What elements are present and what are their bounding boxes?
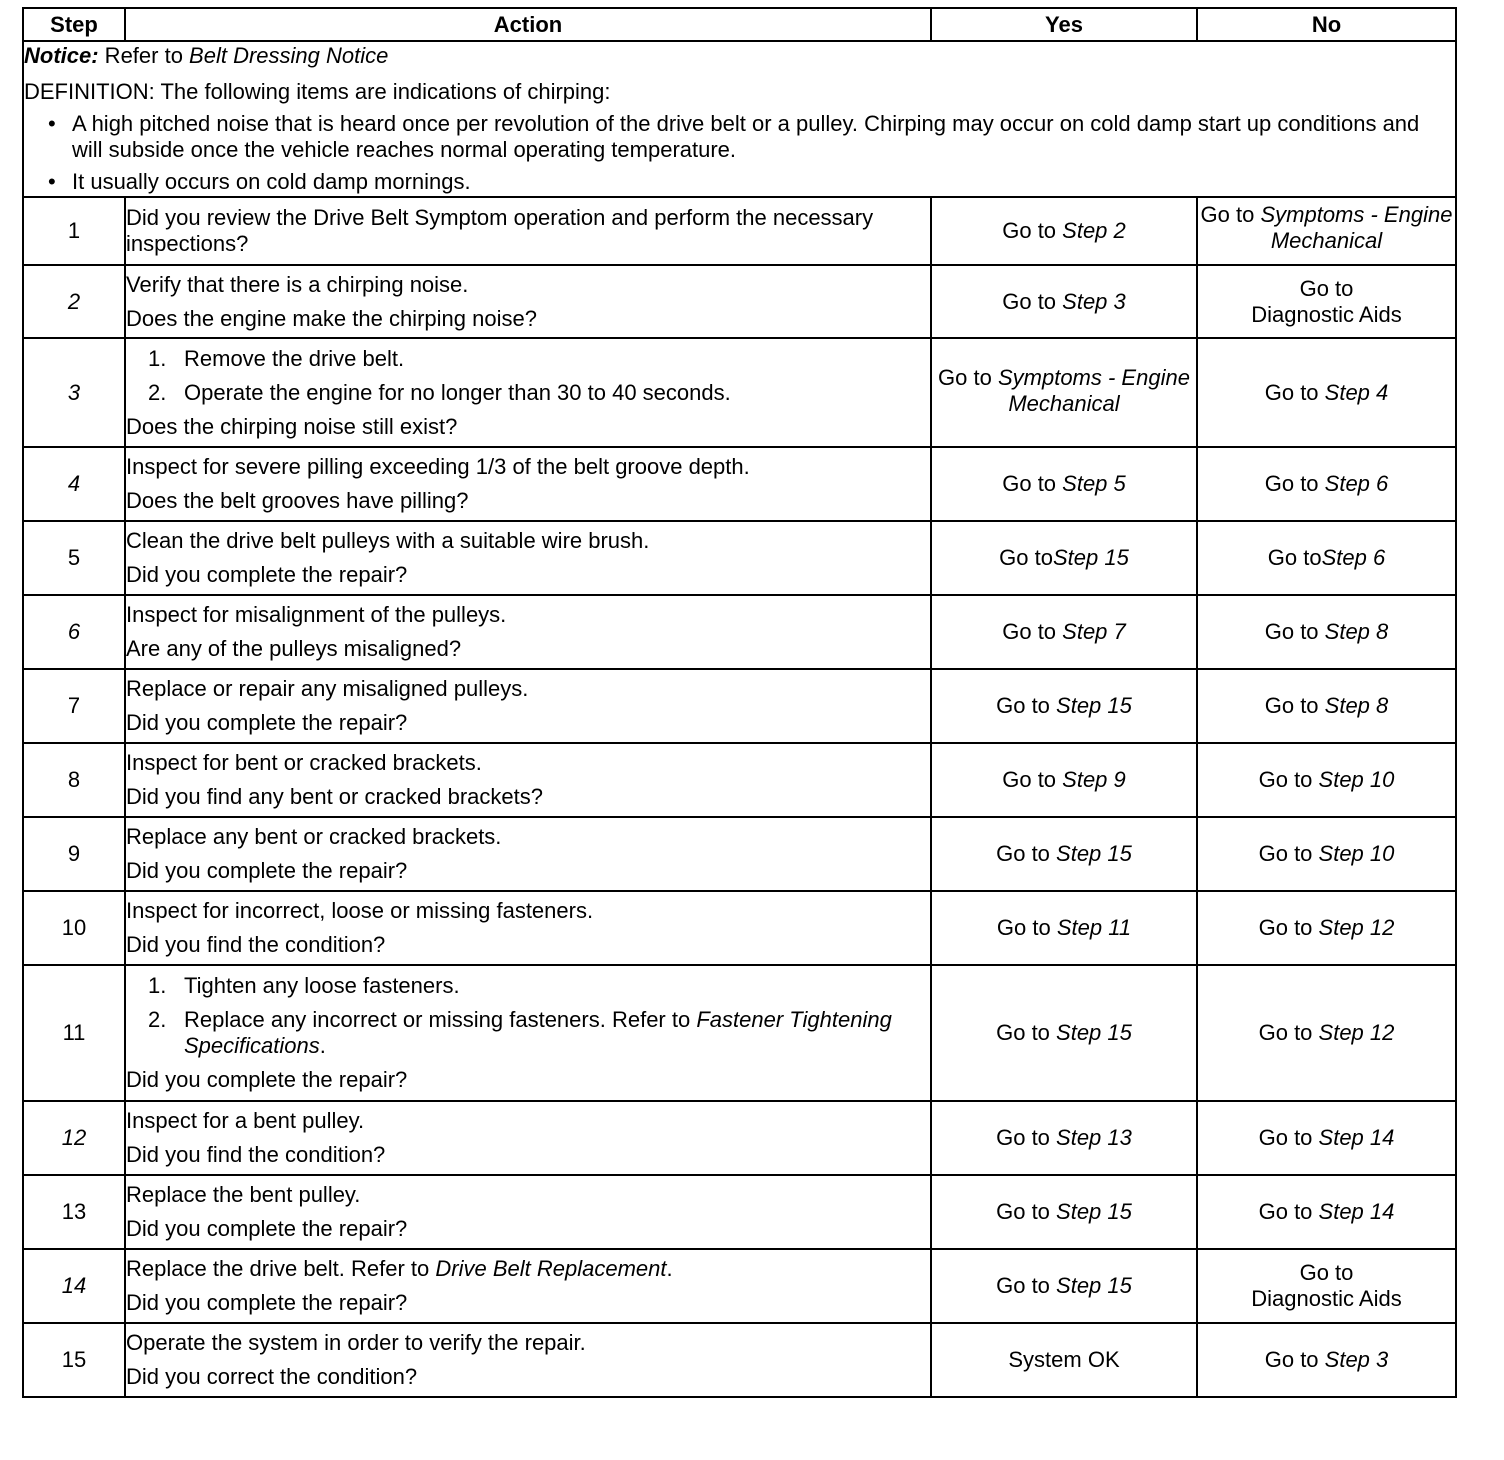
list-item — [126, 1007, 930, 1059]
action-list — [126, 346, 930, 406]
action-question: Does the chirping noise still exist? — [126, 413, 458, 439]
no-link[interactable]: Step 14 — [1318, 1199, 1395, 1224]
step-cell — [23, 669, 125, 743]
action-text-part: Replace the drive belt. Refer to — [126, 1256, 436, 1281]
step-number: 2 — [67, 288, 81, 314]
header-yes: Yes — [931, 8, 1197, 41]
yes-prefix: Go to — [1002, 471, 1063, 496]
yes-prefix: Go to — [996, 1199, 1057, 1224]
yes-prefix: Go to — [1002, 288, 1063, 314]
yes-prefix: Go to — [996, 915, 1057, 940]
step-cell — [23, 1175, 125, 1249]
yes-prefix: Go to — [996, 1125, 1057, 1150]
step-cell — [23, 817, 125, 891]
definition-item-text: A high pitched noise that is heard once per revolution of the drive belt or a pulley. Chirping may occur on cold damp start up conditions and will subside once the vehicle reaches normal operating temperature. — [72, 111, 1420, 162]
list-item — [126, 973, 930, 999]
step-number: 12 — [61, 1125, 87, 1150]
no-prefix: Go to — [1299, 1260, 1354, 1285]
action-cell — [125, 1175, 931, 1249]
definition-item — [24, 111, 1455, 163]
definition-list — [24, 111, 1455, 195]
yes-cell — [931, 1323, 1197, 1397]
step-number: 13 — [61, 1199, 87, 1224]
action-cell — [125, 669, 931, 743]
notice-text: Refer to — [98, 43, 190, 68]
no-prefix: Go to — [1264, 471, 1325, 496]
no-link[interactable]: Step 3 — [1324, 1347, 1389, 1372]
yes-prefix: Go to — [996, 693, 1057, 718]
yes-cell — [931, 1249, 1197, 1323]
header-row — [23, 8, 1456, 41]
fastener-spec-link[interactable]: Fastener Tightening Specifications — [184, 1007, 892, 1058]
no-link[interactable]: Symptoms - Engine Mechanical — [1260, 202, 1453, 253]
action-cell — [125, 338, 931, 447]
action-question: Did you complete the repair? — [126, 858, 408, 883]
no-link[interactable]: Step 8 — [1324, 693, 1389, 718]
yes-cell — [931, 743, 1197, 817]
yes-prefix: Go to — [996, 841, 1057, 866]
action-question: Did you complete the repair? — [126, 710, 408, 735]
no-cell — [1197, 965, 1456, 1101]
yes-link[interactable]: Step 15 — [1056, 693, 1132, 718]
list-text: Tighten any loose fasteners. — [184, 973, 460, 998]
action-question: Did you find the condition? — [126, 932, 386, 957]
action-question: Did you complete the repair? — [126, 1067, 408, 1092]
action-question: Did you find any bent or cracked brackets? — [126, 784, 544, 809]
action-question: Did you complete the repair? — [126, 1216, 408, 1241]
step-cell — [23, 1249, 125, 1323]
action-cell — [125, 1101, 931, 1175]
no-link[interactable]: Step 6 — [1324, 471, 1389, 496]
yes-prefix: Go to — [1002, 767, 1063, 792]
yes-link[interactable]: Step 15 — [1056, 1020, 1132, 1045]
list-item — [126, 346, 930, 372]
step-number: 15 — [61, 1347, 87, 1372]
yes-cell — [931, 1175, 1197, 1249]
table-row — [23, 521, 1456, 595]
yes-prefix: Go to — [938, 364, 998, 390]
action-cell — [125, 1249, 931, 1323]
yes-link[interactable]: Step 15 — [1056, 1199, 1132, 1224]
definition-item-text: It usually occurs on cold damp mornings. — [72, 169, 471, 194]
yes-cell — [931, 595, 1197, 669]
no-cell — [1197, 197, 1456, 265]
bullet-icon: • — [48, 169, 56, 194]
step-cell — [23, 1101, 125, 1175]
no-prefix: Go to — [1264, 693, 1325, 718]
yes-link[interactable]: Step 13 — [1056, 1125, 1132, 1150]
definition-line: DEFINITION: The following items are indications of chirping: — [24, 79, 611, 104]
action-text: Inspect for incorrect, loose or missing fasteners. — [126, 898, 594, 923]
no-cell — [1197, 265, 1456, 338]
no-prefix: Go to — [1258, 1199, 1319, 1224]
table-row — [23, 891, 1456, 965]
bullet-icon: • — [48, 111, 56, 136]
no-prefix: Go to — [1258, 767, 1319, 792]
header-no: No — [1197, 8, 1456, 41]
no-link[interactable]: Step 10 — [1318, 841, 1395, 866]
action-cell — [125, 743, 931, 817]
list-number: 1. — [148, 973, 167, 998]
action-cell — [125, 265, 931, 338]
table-row — [23, 1323, 1456, 1397]
notice-row — [23, 41, 1456, 197]
no-cell — [1197, 817, 1456, 891]
action-text: Operate the system in order to verify the repair. — [126, 1330, 586, 1355]
step-cell — [23, 891, 125, 965]
list-number: 1. — [148, 345, 167, 371]
action-text: Inspect for a bent pulley. — [126, 1108, 365, 1133]
step-cell — [23, 265, 125, 338]
step-cell — [23, 521, 125, 595]
no-cell — [1197, 338, 1456, 447]
step-number: 6 — [67, 619, 81, 644]
notice-label: Notice: — [24, 43, 99, 68]
notice-line — [24, 43, 1455, 69]
no-link[interactable]: Step 4 — [1324, 379, 1389, 405]
action-question: Did you complete the repair? — [126, 1290, 408, 1315]
step-number: 4 — [67, 471, 81, 496]
no-cell — [1197, 447, 1456, 521]
action-cell — [125, 1323, 931, 1397]
step-cell — [23, 197, 125, 265]
yes-link[interactable]: Step 11 — [1056, 915, 1132, 940]
yes-cell — [931, 965, 1197, 1101]
no-link[interactable]: Step 12 — [1318, 915, 1395, 940]
action-question: Did you correct the condition? — [126, 1364, 418, 1389]
notice-ref: Belt Dressing Notice — [189, 43, 389, 68]
action-text: Replace any bent or cracked brackets. — [126, 824, 502, 849]
table-row — [23, 338, 1456, 447]
step-number: 8 — [67, 767, 81, 792]
yes-cell — [931, 521, 1197, 595]
action-cell — [125, 965, 931, 1101]
no-link[interactable]: Step 14 — [1318, 1125, 1395, 1150]
action-text: Verify that there is a chirping noise. — [126, 271, 469, 297]
yes-prefix: Go to — [1002, 619, 1063, 644]
yes-prefix: Go to — [996, 1273, 1057, 1298]
yes-cell — [931, 669, 1197, 743]
step-number: 10 — [61, 915, 87, 940]
action-cell — [125, 521, 931, 595]
notice-cell — [23, 41, 1456, 197]
no-prefix: Go to — [1299, 275, 1354, 301]
list-text: Operate the engine for no longer than 30 to 40 seconds. — [184, 379, 731, 405]
action-question: Does the belt grooves have pilling? — [126, 488, 469, 513]
yes-cell — [931, 1101, 1197, 1175]
step-cell — [23, 1323, 125, 1397]
action-question: Does the engine make the chirping noise? — [126, 305, 537, 331]
action-question: Did you complete the repair? — [126, 562, 408, 587]
table-row — [23, 197, 1456, 265]
header-action: Action — [125, 8, 931, 41]
drive-belt-replacement-link[interactable]: Drive Belt Replacement — [435, 1256, 667, 1281]
no-link[interactable]: Step 12 — [1318, 1020, 1395, 1045]
no-cell — [1197, 1175, 1456, 1249]
step-number: 11 — [62, 1020, 86, 1045]
step-cell — [23, 447, 125, 521]
no-cell — [1197, 595, 1456, 669]
no-cell — [1197, 521, 1456, 595]
no-link[interactable]: Diagnostic Aids — [1251, 1286, 1402, 1311]
step-number: 1 — [67, 218, 81, 243]
yes-link[interactable]: Step 5 — [1062, 471, 1126, 496]
action-cell — [125, 595, 931, 669]
list-number: 2. — [148, 1007, 167, 1032]
action-question: Did you find the condition? — [126, 1142, 386, 1167]
list-item — [126, 380, 930, 406]
table-row — [23, 817, 1456, 891]
step-cell — [23, 595, 125, 669]
step-cell — [23, 338, 125, 447]
table-row — [23, 743, 1456, 817]
step-number: 9 — [67, 841, 81, 866]
action-cell — [125, 891, 931, 965]
action-cell — [125, 197, 931, 265]
table-row — [23, 965, 1456, 1101]
diagnostic-table — [22, 7, 1457, 1398]
no-link[interactable]: Diagnostic Aids — [1251, 301, 1402, 327]
no-prefix: Go to — [1267, 545, 1322, 570]
yes-prefix: Go to — [999, 545, 1053, 570]
yes-link[interactable]: Symptoms - Engine Mechanical — [997, 364, 1190, 416]
no-link[interactable]: Step 8 — [1324, 619, 1389, 644]
action-text: Replace the bent pulley. — [126, 1182, 361, 1207]
no-cell — [1197, 891, 1456, 965]
step-cell — [23, 965, 125, 1101]
no-cell — [1197, 1101, 1456, 1175]
definition-item — [24, 169, 1455, 195]
no-cell — [1197, 1323, 1456, 1397]
list-text: Replace any incorrect or missing fasteners. Refer to — [184, 1007, 697, 1032]
no-cell — [1197, 743, 1456, 817]
action-text: Did you review the Drive Belt Symptom operation and perform the necessary inspections? — [126, 205, 874, 256]
step-number: 5 — [67, 545, 81, 570]
table-row — [23, 265, 1456, 338]
no-prefix: Go to — [1200, 202, 1261, 227]
yes-link[interactable]: Step 15 — [1056, 841, 1132, 866]
step-number: 7 — [67, 693, 81, 718]
yes-cell — [931, 817, 1197, 891]
no-cell — [1197, 1249, 1456, 1323]
action-list — [126, 973, 930, 1059]
action-text: Replace or repair any misaligned pulleys. — [126, 676, 529, 701]
yes-cell — [931, 197, 1197, 265]
yes-cell — [931, 447, 1197, 521]
yes-link[interactable]: Step 15 — [1056, 1273, 1132, 1298]
no-cell — [1197, 669, 1456, 743]
no-prefix: Go to — [1264, 379, 1325, 405]
yes-link[interactable]: Step 7 — [1062, 619, 1126, 644]
action-cell — [125, 817, 931, 891]
yes-link[interactable]: Step 15 — [1052, 545, 1129, 570]
action-text: Inspect for misalignment of the pulleys. — [126, 602, 507, 627]
table-row — [23, 1175, 1456, 1249]
no-prefix: Go to — [1258, 915, 1319, 940]
no-link[interactable]: Step 10 — [1318, 767, 1395, 792]
yes-cell — [931, 338, 1197, 447]
list-text-end: . — [319, 1033, 326, 1058]
no-prefix: Go to — [1264, 1347, 1325, 1372]
no-prefix: Go to — [1258, 841, 1319, 866]
step-number: 14 — [61, 1273, 87, 1298]
action-text — [126, 1256, 930, 1282]
no-prefix: Go to — [1264, 619, 1325, 644]
yes-cell — [931, 265, 1197, 338]
no-prefix: Go to — [1258, 1125, 1319, 1150]
yes-cell — [931, 891, 1197, 965]
action-question: Are any of the pulleys misaligned? — [126, 636, 462, 661]
list-number: 2. — [148, 379, 167, 405]
table-row — [23, 595, 1456, 669]
yes-link[interactable]: Step 3 — [1062, 288, 1126, 314]
yes-prefix: Go to — [996, 1020, 1057, 1045]
no-link[interactable]: Step 6 — [1321, 545, 1386, 570]
yes-link[interactable]: Step 2 — [1062, 218, 1126, 243]
table-row — [23, 1101, 1456, 1175]
table-row — [23, 1249, 1456, 1323]
step-number: 3 — [67, 379, 81, 405]
yes-prefix: Go to — [1002, 218, 1063, 243]
action-cell — [125, 447, 931, 521]
list-text: Remove the drive belt. — [184, 345, 405, 371]
action-text-end: . — [666, 1256, 673, 1281]
yes-link[interactable]: Step 9 — [1062, 767, 1126, 792]
action-text: Inspect for bent or cracked brackets. — [126, 750, 482, 775]
table-row — [23, 447, 1456, 521]
action-text: Inspect for severe pilling exceeding 1/3 of the belt groove depth. — [126, 454, 750, 479]
action-text: Clean the drive belt pulleys with a suitable wire brush. — [126, 528, 650, 553]
header-step: Step — [23, 8, 125, 41]
no-prefix: Go to — [1258, 1020, 1319, 1045]
step-cell — [23, 743, 125, 817]
table-row — [23, 669, 1456, 743]
yes-result: System OK — [1008, 1347, 1120, 1372]
